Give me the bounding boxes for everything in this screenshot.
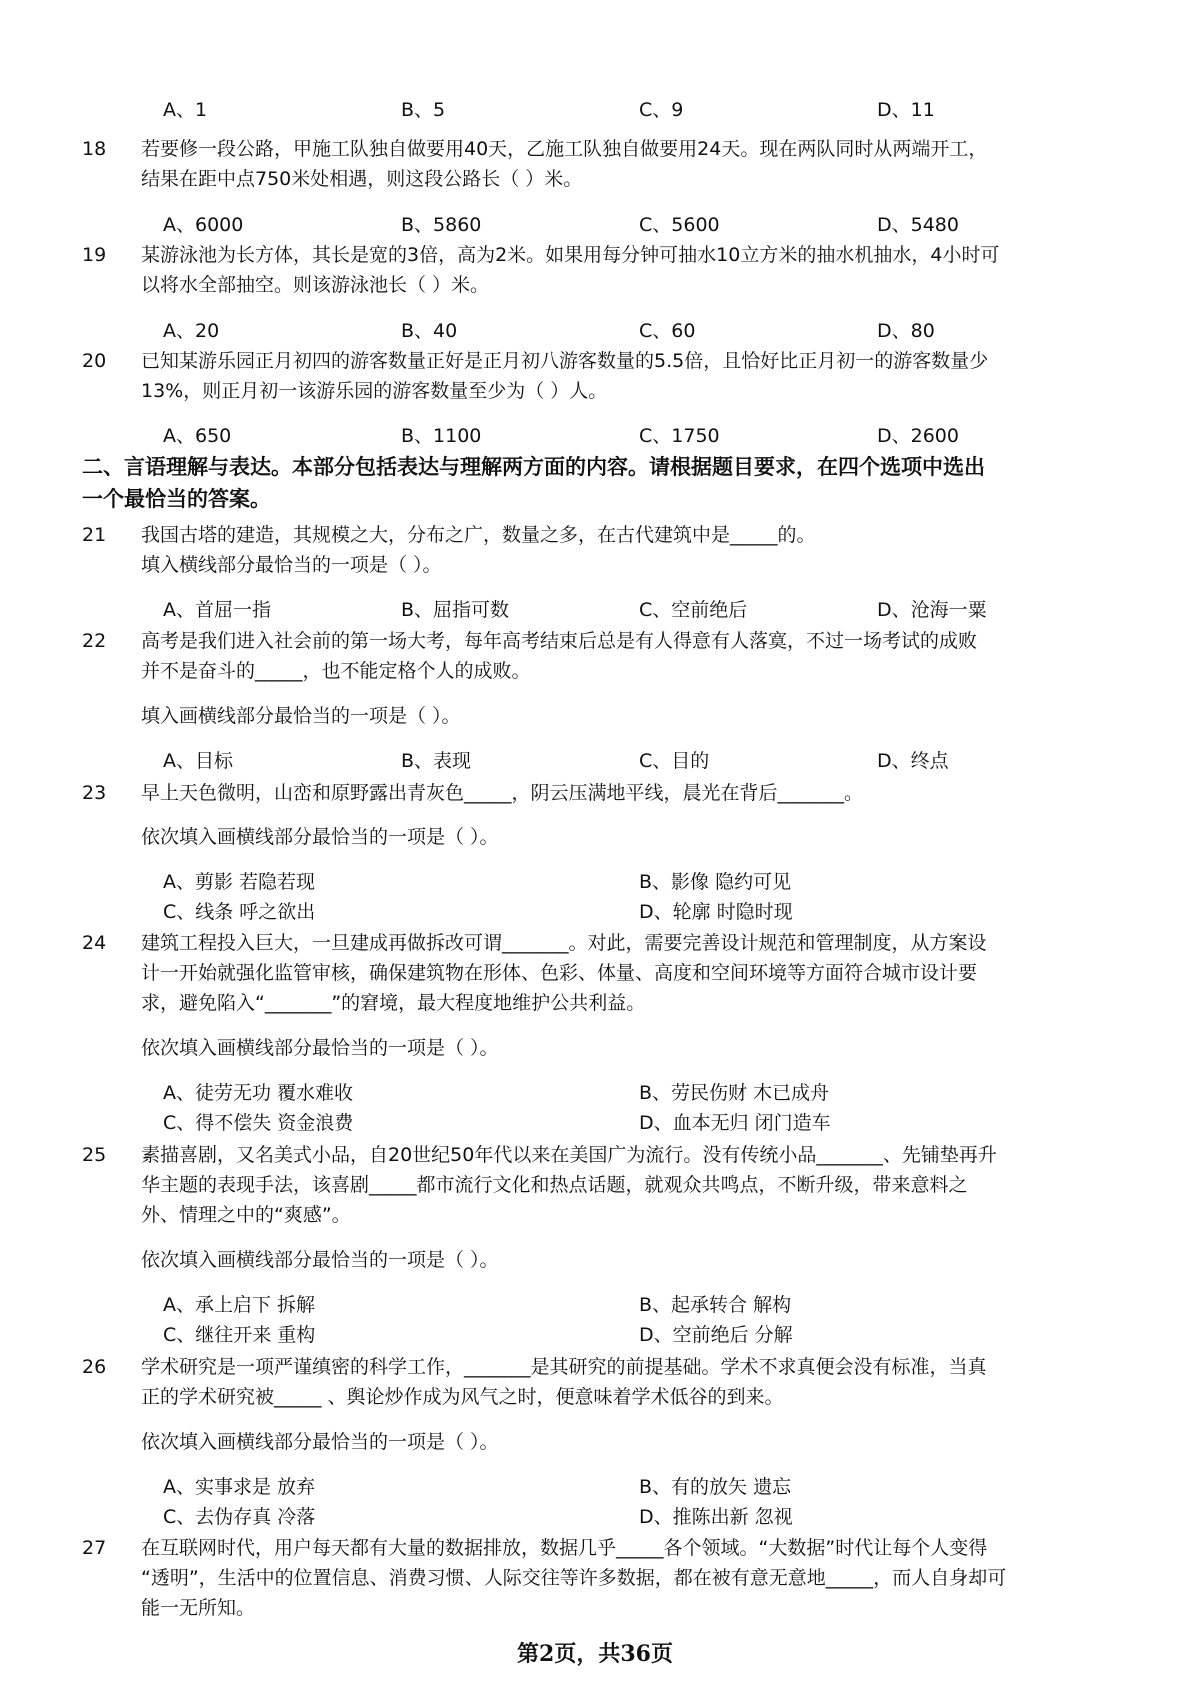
q19-option-c: C、60	[639, 320, 696, 342]
q25-prompt: 依次填入画横线部分最恰当的一项是（ ）。	[141, 1249, 499, 1271]
q17-option-a: A、1	[163, 99, 208, 121]
q26-prompt: 依次填入画横线部分最恰当的一项是（ ）。	[141, 1431, 499, 1453]
q22-text-line-2: 并不是奋斗的_____，也不能定格个人的成败。	[141, 660, 531, 682]
q21-prompt: 填入横线部分最恰当的一项是（ ）。	[141, 554, 442, 576]
q26-option-c: C、去伪存真 冷落	[163, 1506, 316, 1528]
q25-option-a: A、承上启下 拆解	[163, 1294, 316, 1316]
q18-text-line-2: 结果在距中点750米处相遇，则这段公路长（ ）米。	[141, 168, 583, 190]
q23-text-line-1: 早上天色微明，山峦和原野露出青灰色_____，阴云压满地平线，晨光在背后_______。	[141, 782, 864, 804]
q23-option-c: C、线条 呼之欲出	[163, 901, 316, 923]
section-2-heading-line-2: 一个最恰当的答案。	[82, 487, 271, 511]
q26-text-line-1: 学术研究是一项严谨缜密的科学工作，_______是其研究的前提基础。学术不求真便会没有标准，当真	[141, 1356, 987, 1378]
q22-option-a: A、目标	[163, 750, 233, 772]
q26-option-d: D、推陈出新 忽视	[639, 1506, 793, 1528]
q25-text-line-2: 华主题的表现手法，该喜剧_____都市流行文化和热点话题，就观众共鸣点，不断升级，带来意料之	[141, 1174, 968, 1196]
q24-text-line-3: 求，避免陷入“_______”的窘境，最大程度地维护公共利益。	[141, 992, 646, 1014]
q25-text-line-1: 素描喜剧，又名美式小品，自20世纪50年代以来在美国广为流行。没有传统小品_______、先铺垫再升	[141, 1144, 997, 1166]
q24-option-b: B、劳民伤财 木已成舟	[639, 1082, 830, 1104]
q24-prompt: 依次填入画横线部分最恰当的一项是（ ）。	[141, 1037, 499, 1059]
q23-prompt: 依次填入画横线部分最恰当的一项是（ ）。	[141, 826, 499, 848]
q18-option-c: C、5600	[639, 214, 720, 236]
q18-number: 18	[82, 138, 107, 160]
q22-prompt: 填入画横线部分最恰当的一项是（ ）。	[141, 705, 461, 727]
q20-option-d: D、2600	[877, 425, 959, 447]
q25-number: 25	[82, 1144, 107, 1166]
q21-number: 21	[82, 524, 107, 546]
q20-number: 20	[82, 350, 107, 372]
q21-option-b: B、屈指可数	[401, 599, 510, 621]
q19-option-a: A、20	[163, 320, 220, 342]
q21-option-a: A、首屈一指	[163, 599, 271, 621]
q25-option-c: C、继往开来 重构	[163, 1324, 316, 1346]
q22-option-c: C、目的	[639, 750, 710, 772]
q23-number: 23	[82, 782, 107, 804]
q27-text-line-3: 能一无所知。	[141, 1597, 256, 1619]
q21-option-c: C、空前绝后	[639, 599, 748, 621]
q23-option-d: D、轮廓 时隐时现	[639, 901, 793, 923]
q18-option-b: B、5860	[401, 214, 482, 236]
q20-option-b: B、1100	[401, 425, 482, 447]
q26-option-b: B、有的放矢 遗忘	[639, 1476, 792, 1498]
q19-text-line-1: 某游泳池为长方体，其长是宽的3倍，高为2米。如果用每分钟可抽水10立方米的抽水机抽水，4小时可	[141, 244, 1000, 266]
q27-text-line-1: 在互联网时代，用户每天都有大量的数据排放，数据几乎_____各个领域。“大数据”时代让每个人变得	[141, 1537, 988, 1559]
q24-number: 24	[82, 932, 107, 954]
q20-option-c: C、1750	[639, 425, 720, 447]
page-footer: 第2页，共36页	[517, 1641, 673, 1667]
q26-text-line-2: 正的学术研究被_____ 、舆论炒作成为风气之时，便意味着学术低谷的到来。	[141, 1386, 784, 1408]
q25-option-b: B、起承转合 解构	[639, 1294, 792, 1316]
q17-option-b: B、5	[401, 99, 446, 121]
q18-option-a: A、6000	[163, 214, 244, 236]
q17-option-c: C、9	[639, 99, 684, 121]
q20-text-line-1: 已知某游乐园正月初四的游客数量正好是正月初八游客数量的5.5倍，且恰好比正月初一的游客数量少	[141, 350, 989, 372]
q25-text-line-3: 外、情理之中的“爽感”。	[141, 1204, 351, 1226]
q19-number: 19	[82, 244, 107, 266]
q20-option-a: A、650	[163, 425, 232, 447]
q17-option-d: D、11	[877, 99, 935, 121]
q21-option-d: D、沧海一粟	[877, 599, 987, 621]
q20-text-line-2: 13%，则正月初一该游乐园的游客数量至少为（ ）人。	[141, 380, 608, 402]
q24-option-c: C、得不偿失 资金浪费	[163, 1112, 354, 1134]
q24-option-d: D、血本无归 闭门造车	[639, 1112, 831, 1134]
q27-text-line-2: “透明”，生活中的位置信息、消费习惯、人际交往等许多数据，都在被有意无意地_____，而人自身却可	[141, 1567, 1007, 1589]
q18-option-d: D、5480	[877, 214, 959, 236]
q18-text-line-1: 若要修一段公路，甲施工队独自做要用40天，乙施工队独自做要用24天。现在两队同时从两端开工，	[141, 138, 988, 160]
q26-number: 26	[82, 1356, 107, 1378]
q19-text-line-2: 以将水全部抽空。则该游泳池长（ ）米。	[141, 274, 490, 296]
q19-option-d: D、80	[877, 320, 935, 342]
q22-option-b: B、表现	[401, 750, 472, 772]
section-2-heading-line-1: 二、言语理解与表达。本部分包括表达与理解两方面的内容。请根据题目要求，在四个选项中选出	[82, 455, 985, 479]
q23-option-b: B、影像 隐约可见	[639, 871, 792, 893]
q22-text-line-1: 高考是我们进入社会前的第一场大考，每年高考结束后总是有人得意有人落寞，不过一场考试的成败	[141, 630, 978, 652]
q27-number: 27	[82, 1537, 107, 1559]
q22-number: 22	[82, 630, 107, 652]
q24-option-a: A、徒劳无功 覆水难收	[163, 1082, 354, 1104]
q24-text-line-1: 建筑工程投入巨大，一旦建成再做拆改可谓_______。对此，需要完善设计规范和管理制度，从方案设	[141, 932, 987, 954]
q26-option-a: A、实事求是 放弃	[163, 1476, 316, 1498]
q24-text-line-2: 计一开始就强化监管审核，确保建筑物在形体、色彩、体量、高度和空间环境等方面符合城市设计要	[141, 962, 978, 984]
q25-option-d: D、空前绝后 分解	[639, 1324, 793, 1346]
q21-text-line-1: 我国古塔的建造，其规模之大，分布之广，数量之多，在古代建筑中是_____的。	[141, 524, 816, 546]
q23-option-a: A、剪影 若隐若现	[163, 871, 316, 893]
q19-option-b: B、40	[401, 320, 458, 342]
q22-option-d: D、终点	[877, 750, 949, 772]
